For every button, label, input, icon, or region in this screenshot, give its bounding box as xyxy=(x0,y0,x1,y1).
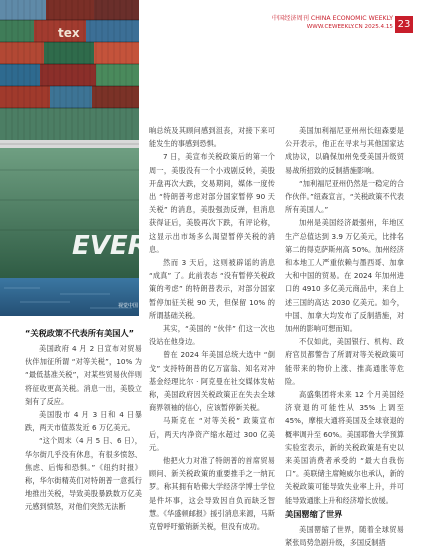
container-ship-illustration xyxy=(0,0,148,316)
paragraph: 美国政府 4 月 2 日宣布对贸易伙伴加征所谓 “对等关税”，10% 为 “最低基准关税”，对某些贸易伙伴则将征收更高关税。消息一出，美股立刻有了反应。 xyxy=(25,344,142,406)
paragraph: 不仅如此，美国银行、机构、政府官员都警告了所谓对等关税政策可能带来的物价上涨、推高通胀等危险。 xyxy=(285,337,404,386)
paragraph: 美国股市 4 月 3 日和 4 日暴跌，两天市值蒸发近 6 万亿美元。 xyxy=(25,410,142,433)
container-ship-photo xyxy=(0,0,148,316)
publication-name: 中国经济周刊 CHINA ECONOMIC WEEKLY xyxy=(271,15,393,22)
paragraph: 7 日，美宣布关税政策后的第一个周一，美股没有一个小戏剧反转，美股开盘再次大跌，交易期间，媒体一度传出 “特朗普考虑对部分国家暂停 90 天关税” 的消息，美股强劲反弹，但消息获得证后，美股再次下跌，有评论称，这显示出市场多么渴望暂停关税的消息。 xyxy=(149,152,275,254)
photo-credit: 视觉中国 xyxy=(118,303,139,309)
paragraph: 然而 3 天后，这则被辟谣的消息 “成真” 了。此前表态 “没有暂停关税政策的考虑” 的特朗普表示，对部分国家暂停加征关税 90 天，但保留 10% 的所谓基础关税。 xyxy=(149,258,275,320)
article-column-1 xyxy=(25,326,142,514)
paragraph: 高盛集团将未来 12 个月美国经济衰退的可能性从 35% 上调至 45%，摩根大通将美国及全球衰退的概率调升至 60%。美国耶鲁大学预算实验室表示，新的关税政策是有史以来美国消费者承受的 “最大自我伤口”。美联储主席鲍威尔也承认，新的关税政策可能导致失业率上升，并可能导致通胀上升和经济增长放缓。 xyxy=(285,390,404,505)
ship-hull-lettering: EVER xyxy=(72,231,148,261)
paragraph: 美国加利福尼亚州州长纽森要是公开表示，他正在寻求与其他国家达成协议，以确保加州免受美国升级贸易战所招致的反制措施影响。 xyxy=(285,126,404,175)
container-text: tex xyxy=(58,26,80,40)
section-subheading: “关税政策不代表所有美国人” xyxy=(25,328,135,338)
paragraph: “这个周末（4 月 5 日、6 日），华尔街几乎没有休息，有很多愤怒、焦虑、后悔和恐惧。”《纽约时报》称，华尔街精英们对特朗普一意孤行地推出关税，导致美股暴跌数万亿美元感到愤怒，对他们突然无法断 xyxy=(25,436,142,512)
paragraph: 其实，“美国的 “伙伴” 们这一次也没站在他身边。 xyxy=(149,324,275,347)
paragraph: 加州是美国经济最强州，年地区生产总值达到 3.9 万亿美元，比排名第二的得克萨斯州高 50%。加州经济和本地工人严重依赖与墨西哥、加拿大和中国的贸易。在 2024 年加州进口的 4910 多亿美元商品中，来自上述三国的高达 2030 亿美元。如今，中国、加拿大均发布了反制措施，对加州的影响可想而知。 xyxy=(285,218,404,334)
page-header xyxy=(228,14,427,36)
page-number: 23 xyxy=(395,16,413,33)
paragraph: 晌总统及其顾问感到沮丧，对接下来可能发生的事感到恐惧。 xyxy=(149,126,275,149)
section-subheading: 美国罂缩了世界 xyxy=(285,508,343,519)
article-column-3 xyxy=(285,124,404,549)
paragraph: 马斯克在 “对等关税” 政策宣布后，两天内净资产缩水超过 300 亿美元。 xyxy=(149,416,275,452)
paragraph: “加利福尼亚州仍然是一稳定的合作伙伴。”纽森宣言，“关税政策不代表所有美国人。” xyxy=(285,178,404,215)
paragraph: 美国罂缩了世界，随着全球贸易紧张局势急剧升级，多国反制措 xyxy=(285,524,404,548)
paragraph: 他把火力对准了特朗普的首席贸易顾问、新关税政策的重要推手之一纳瓦罗。称其拥有哈佛大学经济学博士学位是件坏事，这会导致因自负而缺乏智慧。《华盛顿邮报》援引消息来源，马斯克曾呼吁撤销新关税，但没有成功。 xyxy=(149,456,275,532)
publication-url-date: WWW.CEWEEKLY.CN 2025.4.15 xyxy=(306,24,393,30)
article-column-2 xyxy=(149,124,275,533)
paragraph: 曾在 2024 年美国总统大选中 “倒戈” 支持特朗普的亿万富翁、知名对冲基金经理比尔 · 阿克曼在社交媒体发帖称，美国政府因关税政策正在失去全球商界领袖的信心，应该暂停新关税。 xyxy=(149,350,275,413)
